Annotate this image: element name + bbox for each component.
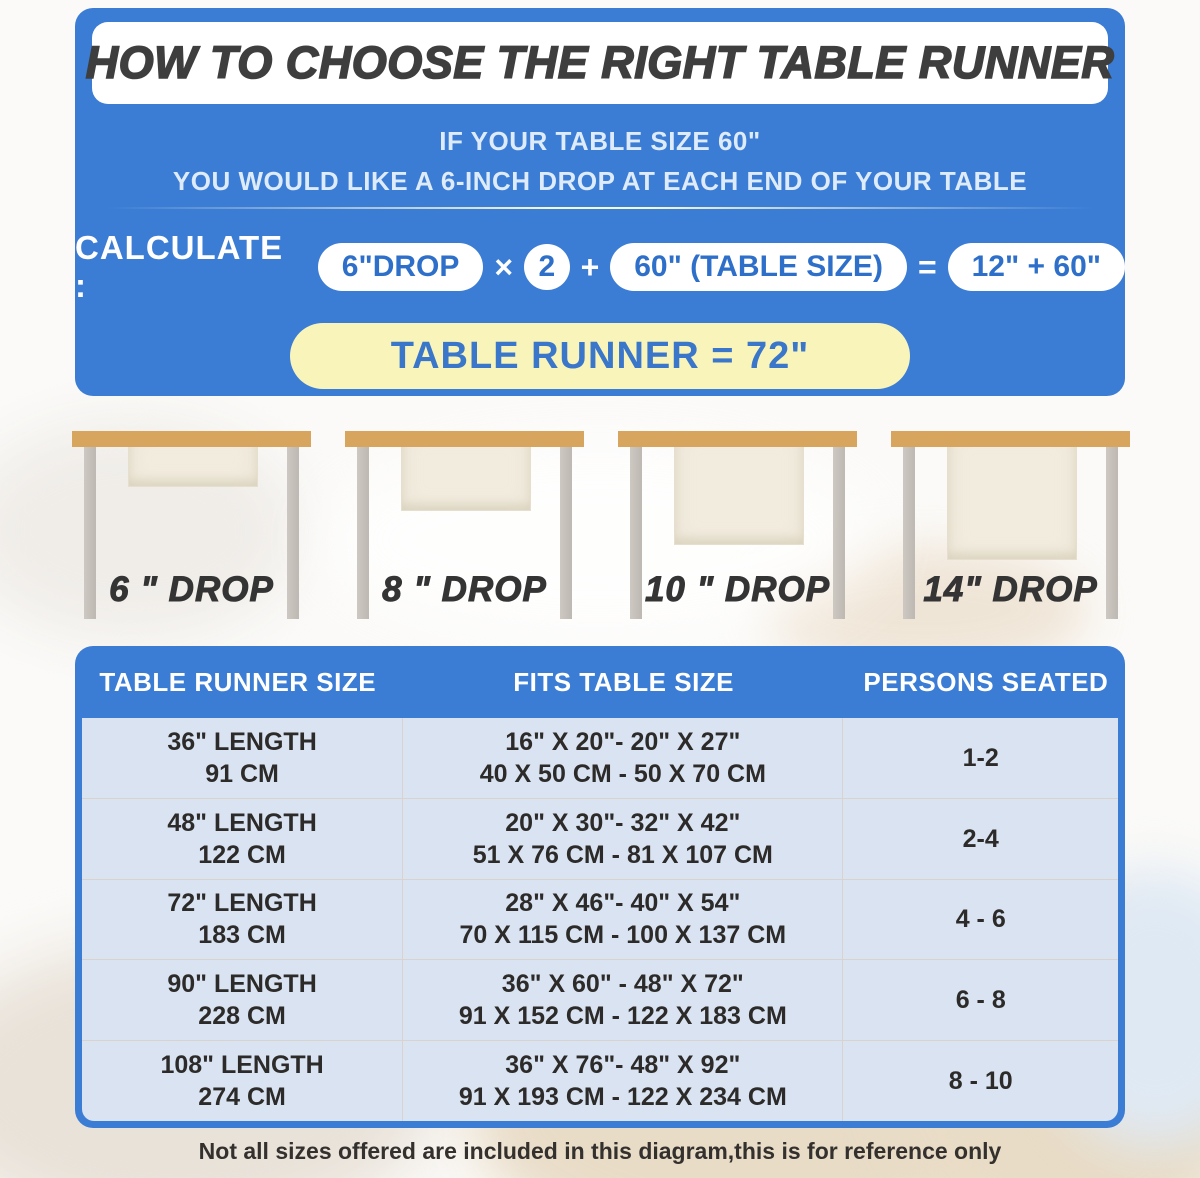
runner-inch: 36" LENGTH xyxy=(167,727,317,756)
tabletop-illustration xyxy=(72,431,311,447)
fits-size-cell xyxy=(403,1041,843,1121)
table-figure-10in-drop xyxy=(618,392,857,642)
calculation-row xyxy=(75,229,1125,305)
factor-circle: 2 xyxy=(524,244,569,290)
column-header-persons-seated: PERSONS SEATED xyxy=(863,666,1109,697)
runner-cm: 274 CM xyxy=(198,1083,286,1112)
fits-cm: 40 X 50 CM - 50 X 70 CM xyxy=(479,759,766,788)
runner-size-cell xyxy=(82,799,403,879)
runner-illustration xyxy=(947,431,1077,560)
drop-value-pill: 6"DROP xyxy=(318,243,484,291)
persons-cell: 2-4 xyxy=(962,824,999,853)
runner-inch: 108" LENGTH xyxy=(160,1051,324,1080)
tabletop-illustration xyxy=(891,431,1130,447)
drop-label: 10 " DROP xyxy=(644,570,831,609)
drop-label: 8 " DROP xyxy=(382,570,547,609)
plus-sign: + xyxy=(580,248,600,285)
header-banner xyxy=(75,8,1125,396)
runner-size-cell xyxy=(82,1041,403,1121)
runner-cm: 228 CM xyxy=(198,1002,286,1031)
table-figure-8in-drop xyxy=(345,392,584,642)
fits-inch: 36" X 60" - 48" X 72" xyxy=(501,970,744,999)
equals-sign: = xyxy=(917,248,937,285)
drop-illustrations xyxy=(72,392,1130,642)
column-header-runner-size: TABLE RUNNER SIZE xyxy=(99,666,377,697)
fits-size-cell xyxy=(403,718,843,798)
drop-label: 14" DROP xyxy=(923,570,1098,609)
table-figure-14in-drop xyxy=(891,392,1130,642)
banner-divider xyxy=(107,207,1094,209)
column-header-fits-table-size: FITS TABLE SIZE xyxy=(513,666,735,697)
table-figure-6in-drop xyxy=(72,392,311,642)
tabletop-illustration xyxy=(345,431,584,447)
runner-cm: 122 CM xyxy=(198,840,286,869)
fits-cm: 91 X 152 CM - 122 X 183 CM xyxy=(458,1002,787,1031)
persons-cell: 6 - 8 xyxy=(955,986,1006,1015)
runner-cm: 91 CM xyxy=(205,759,279,788)
footer-note: Not all sizes offered are included in this diagram,this is for reference only xyxy=(198,1138,1002,1164)
runner-size-cell xyxy=(82,880,403,960)
table-row xyxy=(82,718,1118,798)
runner-inch: 90" LENGTH xyxy=(167,970,317,999)
subtitle-line-2: YOU WOULD LIKE A 6-INCH DROP AT EACH END OF YOUR TABLE xyxy=(172,166,1028,196)
table-row xyxy=(82,959,1118,1040)
subtitle-line-1: IF YOUR TABLE SIZE 60" xyxy=(439,126,761,156)
fits-inch: 16" X 20"- 20" X 27" xyxy=(505,727,741,756)
runner-size-cell xyxy=(82,960,403,1040)
size-chart-panel xyxy=(75,646,1125,1128)
fits-size-cell xyxy=(403,799,843,879)
table-size-pill: 60" (TABLE SIZE) xyxy=(610,243,907,291)
drop-label: 6 " DROP xyxy=(109,570,274,609)
persons-cell: 4 - 6 xyxy=(955,905,1006,934)
fits-size-cell xyxy=(403,960,843,1040)
multiply-sign: × xyxy=(494,248,514,285)
table-row xyxy=(82,1040,1118,1121)
runner-illustration xyxy=(674,431,804,545)
runner-size-cell xyxy=(82,718,403,798)
tabletop-illustration xyxy=(618,431,857,447)
page-title: HOW TO CHOOSE THE RIGHT TABLE RUNNER xyxy=(85,37,1115,88)
fits-cm: 51 X 76 CM - 81 X 107 CM xyxy=(472,840,773,869)
runner-inch: 48" LENGTH xyxy=(167,808,317,837)
fits-size-cell xyxy=(403,880,843,960)
size-chart-body xyxy=(82,718,1118,1121)
title-box xyxy=(85,22,1115,104)
runner-inch: 72" LENGTH xyxy=(167,889,317,918)
runner-cm: 183 CM xyxy=(198,921,286,950)
calculate-label: CALCULATE : xyxy=(75,229,284,304)
fits-cm: 91 X 193 CM - 122 X 234 CM xyxy=(458,1083,787,1112)
persons-cell: 1-2 xyxy=(962,743,999,772)
table-row xyxy=(82,798,1118,879)
persons-cell: 8 - 10 xyxy=(948,1067,1013,1096)
sum-pill: 12" + 60" xyxy=(948,243,1125,291)
result-pill: TABLE RUNNER = 72" xyxy=(290,323,910,389)
fits-inch: 20" X 30"- 32" X 42" xyxy=(505,808,741,837)
fits-inch: 36" X 76"- 48" X 92" xyxy=(505,1051,741,1080)
table-row xyxy=(82,879,1118,960)
fits-cm: 70 X 115 CM - 100 X 137 CM xyxy=(459,921,787,950)
fits-inch: 28" X 46"- 40" X 54" xyxy=(505,889,741,918)
size-chart-header xyxy=(75,646,1125,718)
